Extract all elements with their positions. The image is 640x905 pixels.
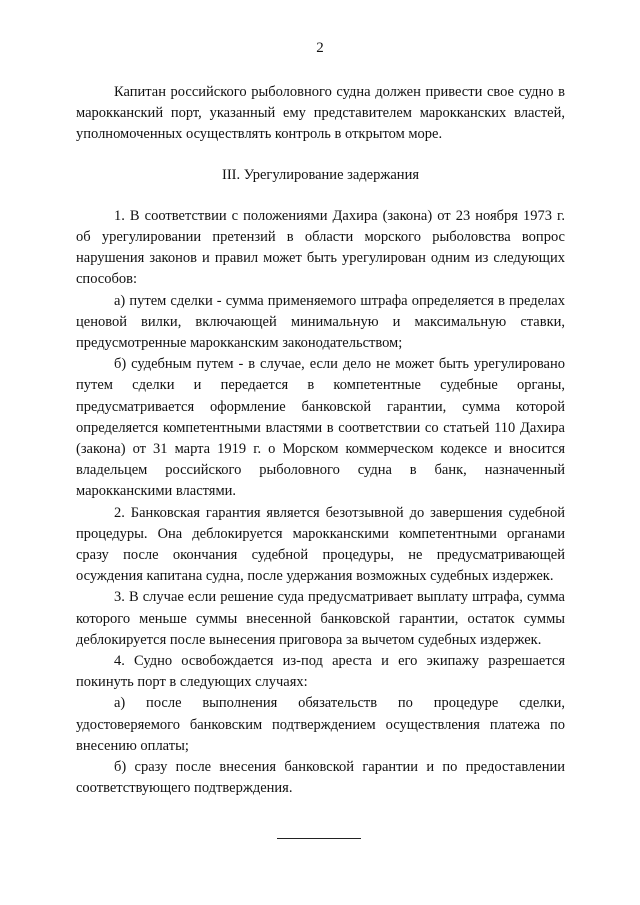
paragraph-intro: Капитан российского рыболовного судна должен привести свое судно в марокканский порт, указанный ему представителем марокканских властей, уполномоченных осуществлять контроль в открытом море. [76,84,565,143]
paragraph-item-1a: а) путем сделки - сумма применяемого штрафа определяется в пределах ценовой вилки, включающей минимальную и максимальную ставки, предусмотренные марокканским законодательством; [76,292,565,352]
document-body [76,82,565,800]
paragraph-item-2: 2. Банковская гарантия является безотзывной до завершения судебной процедуры. Она деблокируется марокканскими компетентными органами сразу после окончания судебной процедуры, не предусматривающей осуждения капитана судна, после удержания возможных судебных издержек. [76,504,565,585]
paragraph-item-4: 4. Судно освобождается из-под ареста и его экипажу разрешается покинуть порт в следующих случаях: [76,653,565,691]
paragraph-item-1b: б) судебным путем - в случае, если дело не может быть урегулировано путем сделки и передается в компетентные судебные органы, предусматривается оформление банковской гарантии, сумма которой определяется компетентными властями в соответствии со статьей 110 Дахира (закона) от 31 марта 1919 г. о Морском коммерческом кодексе и вносится владельцем российского рыболовного судна в банк, назначенный марокканскими властями. [76,356,565,500]
section-title: III. Урегулирование задержания [221,166,419,183]
paragraph-item-3: 3. В случае если решение суда предусматривает выплату штрафа, сумма которого меньше суммы внесенной банковской гарантии, остаток суммы деблокируется после вынесения приговора за вычетом судебных издержек. [76,589,565,648]
paragraph-item-4b: б) сразу после внесения банковской гарантии и по предоставлении соответствующего подтверждения. [76,759,565,797]
paragraph-item-1: 1. В соответствии с положениями Дахира (закона) от 23 ноября 1973 г. об урегулировании претензий в области морского рыболовства вопрос нарушения законов и правил может быть урегулирован одним из следующих способов: [76,207,565,288]
end-divider-line [277,838,361,839]
page-number: 2 [316,40,324,56]
paragraph-item-4a: а) после выполнения обязательств по процедуре сделки, удостоверяемого банковским подтверждением осуществления платежа по внесению оплаты; [76,695,565,754]
